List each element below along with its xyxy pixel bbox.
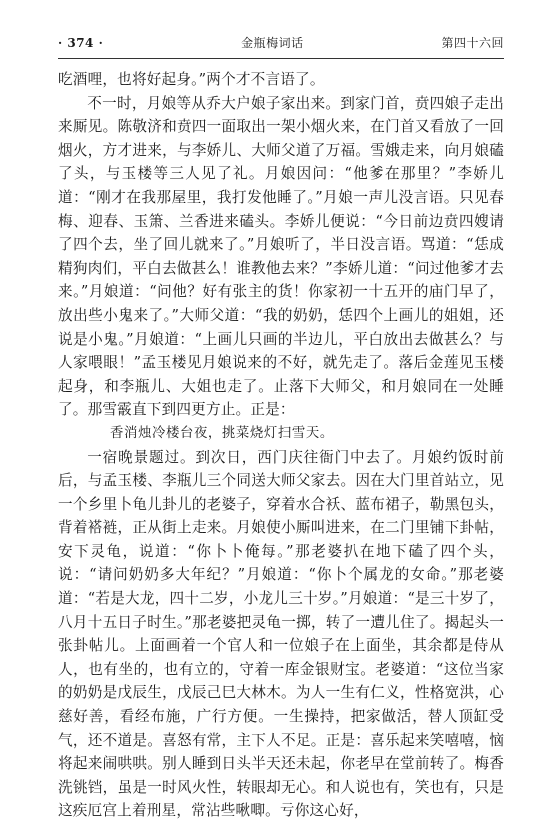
chapter-title: 第四十六回 bbox=[441, 34, 504, 52]
book-title: 金瓶梅词话 bbox=[241, 34, 304, 52]
paragraph: 一宿晚景题过。到次日，西门庆往衙门中去了。月娘约饭时前后，与孟玉楼、李瓶儿三个同送大师父家去。因在大门里首站立，见一个乡里卜龟儿卦儿的老婆子，穿着水合袄、蓝布裙子，勒黑包头，背着褡裢，正从街上走来。月娘使小厮叫进来，在二门里铺下卦帖，安下灵龟，说道：“你卜卜俺每。”那老婆扒在地下磕了四个头，说：“请问奶奶多大年纪？”月娘道：“你卜个属龙的女命。”那老婆道：“若是大龙，四十二岁，小龙儿三十岁。”月娘道：“是三十岁了，八月十五日子时生。”那老婆把灵龟一掷，转了一遭儿住了。揭起头一张卦帖儿。上面画着一个官人和一位娘子在上面坐，其余都是侍从人，也有坐的，也有立的，守着一库金银财宝。老婆道：“这位当家的奶奶是戊辰生，戊辰己巳大林木。为人一生有仁义，性格宽洪，心慈好善，看经布施，广行方便。一生操持，把家做活，替人顶缸受气，还不道是。喜怒有常，主下人不足。正是：喜乐起来笑嘻嘻，恼将起来闹哄哄。别人睡到日头半天还未起，你老早在堂前转了。梅香洗铫铛，虽是一时风火性，转眼却无心。和人说也有，笑也有，只是这疾厄宫上着刑星，常沾些啾唧。亏你这心好， bbox=[58, 446, 504, 823]
body-text bbox=[58, 68, 504, 823]
running-header bbox=[58, 34, 504, 52]
page-number: · 374 · bbox=[58, 34, 103, 52]
book-page bbox=[58, 34, 504, 823]
paragraph-continued: 吃酒哩，也将好起身。”两个才不言语了。 bbox=[58, 68, 504, 92]
header-rule bbox=[58, 58, 504, 59]
poem-line: 香消烛冷楼台夜，挑菜烧灯扫雪天。 bbox=[58, 422, 504, 446]
paragraph: 不一时，月娘等从乔大户娘子家出来。到家门首，贲四娘子走出来厮见。陈敬济和贲四一面取出一架小烟火来，在门首又看放了一回烟火，方才进来，与李娇儿、大师父道了万福。雪娥走来，向月娘磕了头，与玉楼等三人见了礼。月娘因问：“他爹在那里？”李娇儿道：“刚才在我那屋里，我打发他睡了。”月娘一声儿没言语。只见春梅、迎春、玉箫、兰香进来磕头。李娇儿便说：“今日前边贲四嫂请了四个去，坐了回儿就来了。”月娘听了，半日没言语。骂道：“恁成精狗肉们，平白去做甚么！谁教他去来？”李娇儿道：“问过他爹才去来。”月娘道：“问他？好有张主的货！你家初一十五开的庙门早了，放出些小鬼来了。”大师父道：“我的奶奶，恁四个上画儿的姐姐，还说是小鬼。”月娘道：“上画儿只画的半边儿，平白放出去做甚么？与人家喂眼！”孟玉楼见月娘说来的不好，就先走了。落后金莲见玉楼起身，和李瓶儿、大姐也走了。止落下大师父，和月娘同在一处睡了。那雪霰直下到四更方止。正是： bbox=[58, 92, 504, 422]
